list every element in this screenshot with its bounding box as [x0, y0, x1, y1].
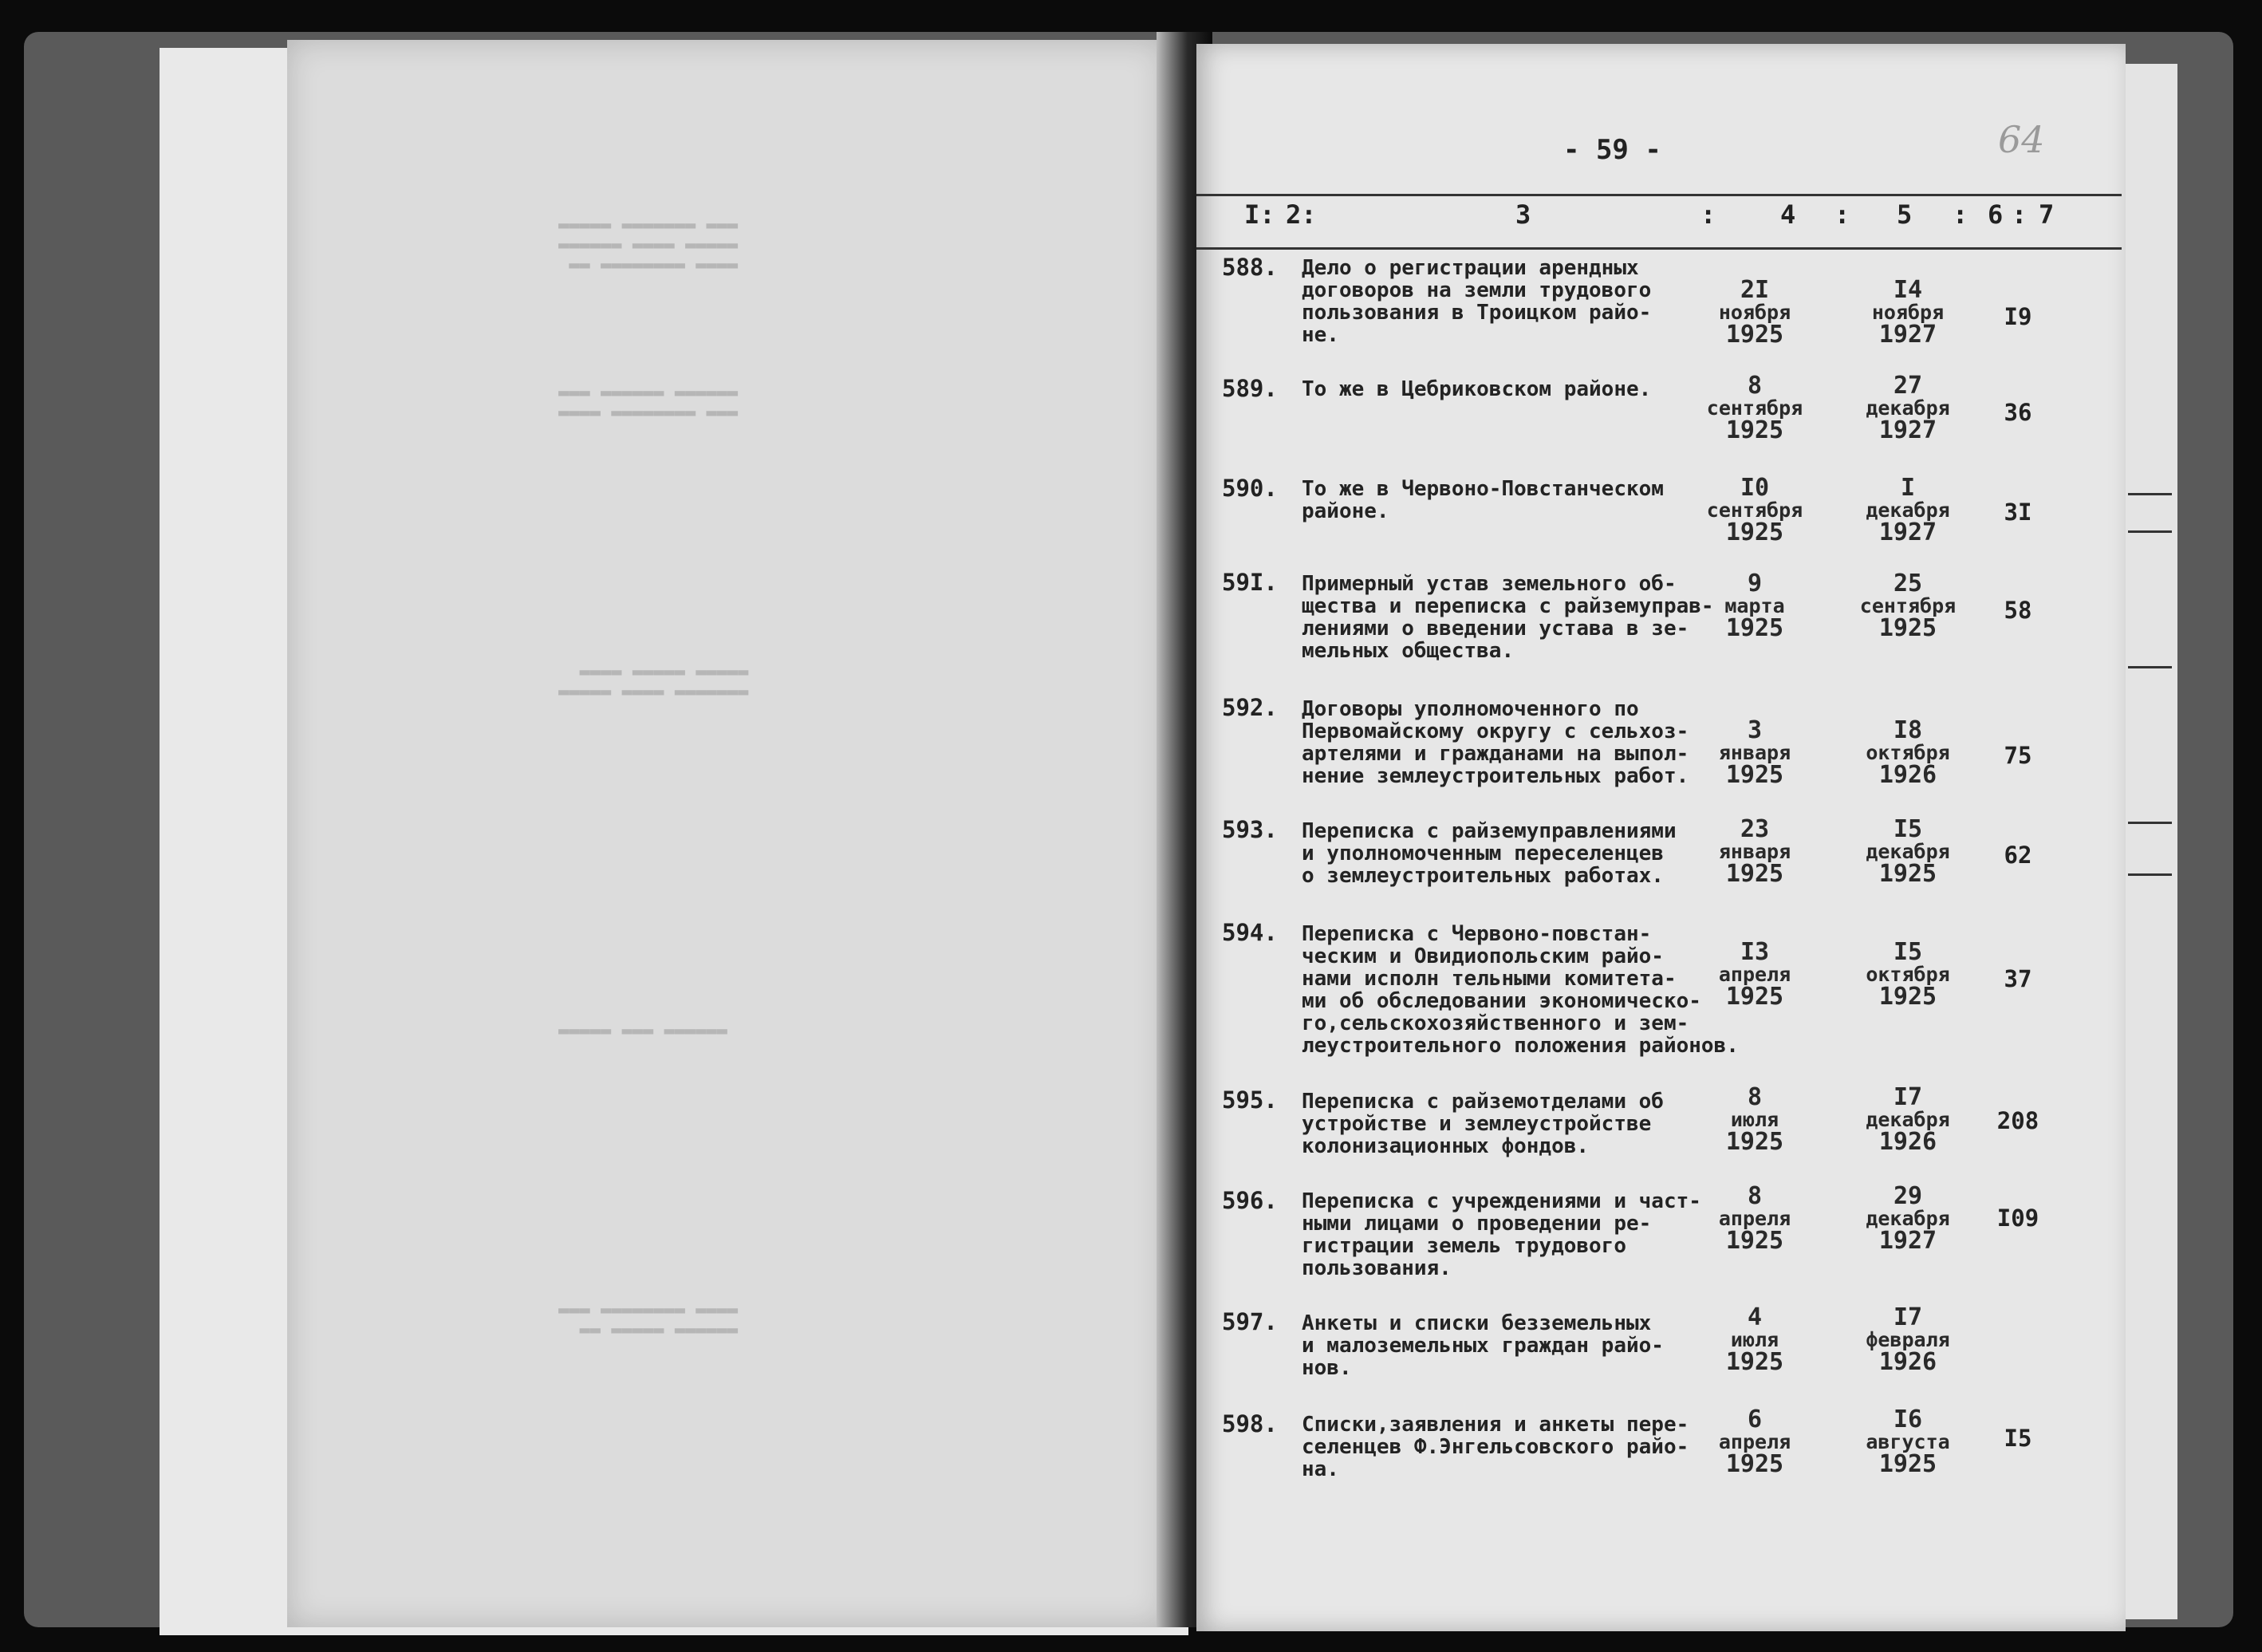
end-date: I5 декабря 1925 [1866, 815, 1950, 888]
entry-title: Переписка с Червоно-повстан- ческим и Овидиопольским райо- нами исполн тельными комитета- ми об обследовании экономическо- го,сельскохозяйственного и зем- леустроительного положения районов. [1302, 922, 1739, 1058]
entry-number: 595. [1222, 1086, 1278, 1114]
start-date: 3 января 1925 [1718, 716, 1791, 789]
entry-title: То же в Цебриковском районе. [1302, 377, 1652, 401]
edge-mark [2128, 873, 2172, 876]
start-date: 6 апреля 1925 [1718, 1406, 1791, 1478]
column-header: 3 [1515, 199, 1531, 230]
sheet-count: 36 [2004, 399, 2032, 426]
entry-number: 598. [1222, 1410, 1278, 1437]
column-header: 5 [1897, 199, 1913, 230]
start-date: I3 апреля 1925 [1718, 938, 1791, 1011]
entry-title: Переписка с райземуправлениями и уполномоченным переселенцев о землеустроительных работах. [1302, 819, 1677, 888]
end-date: I6 августа 1925 [1866, 1406, 1950, 1478]
entry-number: 588. [1222, 254, 1278, 281]
end-date: 29 декабря 1927 [1866, 1182, 1950, 1255]
edge-mark [2128, 530, 2172, 533]
sheet-count: I09 [1996, 1205, 2039, 1232]
entry-title: Переписка с райземотделами об устройстве и землеустройстве колонизационных фондов. [1302, 1090, 1664, 1158]
left-page: ▬▬▬ ▬▬▬▬▬▬▬ ▬▬▬▬▬ ▬▬▬▬▬ ▬▬▬▬ ▬▬▬▬▬▬ ▬▬▬▬ ▬▬▬▬▬▬▬▬ ▬▬ ▬▬▬▬▬▬ ▬▬▬▬▬▬ ▬▬▬ ▬▬▬ ▬▬▬▬▬▬▬▬ ▬▬▬▬ ▬▬▬▬▬ ▬▬▬▬▬ ▬▬▬▬ ▬▬▬▬▬▬▬ ▬▬▬▬ ▬▬▬▬▬ ▬▬▬▬▬▬ ▬▬▬ ▬▬▬▬▬ ▬▬▬▬ ▬▬▬▬▬▬▬▬ ▬▬▬ ▬▬▬▬▬▬ ▬▬▬▬▬ ▬▬ [287, 40, 1164, 1627]
start-date: 4 июля 1925 [1725, 1303, 1784, 1376]
sheet-count: 208 [1996, 1107, 2039, 1134]
entry-number: 596. [1222, 1187, 1278, 1214]
entry-number: 592. [1222, 694, 1278, 721]
edge-mark [2128, 666, 2172, 668]
column-header: 7 [2039, 199, 2055, 230]
entry-title: Анкеты и списки безземельных и малоземельных граждан райо- нов. [1302, 1311, 1664, 1380]
column-header: : [1700, 199, 1716, 230]
sheet-count: 3I [2004, 499, 2032, 526]
start-date: 8 апреля 1925 [1718, 1182, 1791, 1255]
start-date: I0 сентября 1925 [1706, 474, 1803, 546]
entry-number: 59I. [1222, 569, 1278, 596]
end-date: I8 октября 1926 [1866, 716, 1950, 789]
sheet-count: 75 [2004, 742, 2032, 769]
entry-title: То же в Червоно-Повстанческом районе. [1302, 477, 1664, 523]
entry-number: 594. [1222, 919, 1278, 946]
column-header: 6 [1988, 199, 2004, 230]
start-date: 8 сентября 1925 [1706, 372, 1803, 444]
entry-title: Примерный устав земельного об- щества и переписка с райземуправ- лениями о введении устава в зе- мельных общества. [1302, 572, 1714, 663]
entry-number: 590. [1222, 475, 1278, 502]
start-date: 23 января 1925 [1718, 815, 1791, 888]
end-date: 25 сентября 1925 [1859, 570, 1957, 642]
column-header: 4 [1780, 199, 1796, 230]
column-header: I: [1244, 199, 1275, 230]
start-date: 8 июля 1925 [1725, 1083, 1784, 1156]
column-header: : [1834, 199, 1850, 230]
entry-number: 589. [1222, 375, 1278, 402]
sheet-count: 37 [2004, 965, 2032, 992]
end-date: I декабря 1927 [1866, 474, 1950, 546]
entry-title: Переписка с учреждениями и част- ными лицами о проведении ре- гистрации земель трудового пользования. [1302, 1189, 1701, 1280]
column-header: 2: [1286, 199, 1317, 230]
end-date: I4 ноября 1927 [1871, 276, 1945, 349]
start-date: 2I ноября 1925 [1718, 276, 1791, 349]
header-rule-top [1196, 194, 2122, 196]
entry-title: Списки,заявления и анкеты пере- селенцев Ф.Энгельсовского райо- на. [1302, 1413, 1689, 1481]
sheet-count: I5 [2004, 1425, 2032, 1452]
end-date: 27 декабря 1927 [1866, 372, 1950, 444]
header-rule-bottom [1196, 247, 2122, 250]
edge-mark [2128, 493, 2172, 495]
entry-number: 593. [1222, 816, 1278, 843]
start-date: 9 марта 1925 [1724, 570, 1785, 642]
entry-number: 597. [1222, 1308, 1278, 1335]
column-header: : [1953, 199, 1968, 230]
end-date: I7 февраля 1926 [1866, 1303, 1950, 1376]
sheet-count: 62 [2004, 842, 2032, 869]
sheet-count: 58 [2004, 597, 2032, 624]
column-header: : [2012, 199, 2028, 230]
end-date: I7 декабря 1926 [1866, 1083, 1950, 1156]
sheet-count: I9 [2004, 303, 2032, 330]
entry-title: Договоры уполномоченного по Первомайскому округу с сельхоз- артелями и гражданами на выпол- нение землеустроительных работ. [1302, 697, 1689, 788]
folio-number: 64 [1998, 118, 2045, 161]
entry-title: Дело о регистрации арендных договоров на земли трудового пользования в Троицком райо- не. [1302, 256, 1652, 347]
end-date: I5 октября 1925 [1866, 938, 1950, 1011]
edge-mark [2128, 822, 2172, 824]
page-number: - 59 - [1563, 134, 1661, 166]
